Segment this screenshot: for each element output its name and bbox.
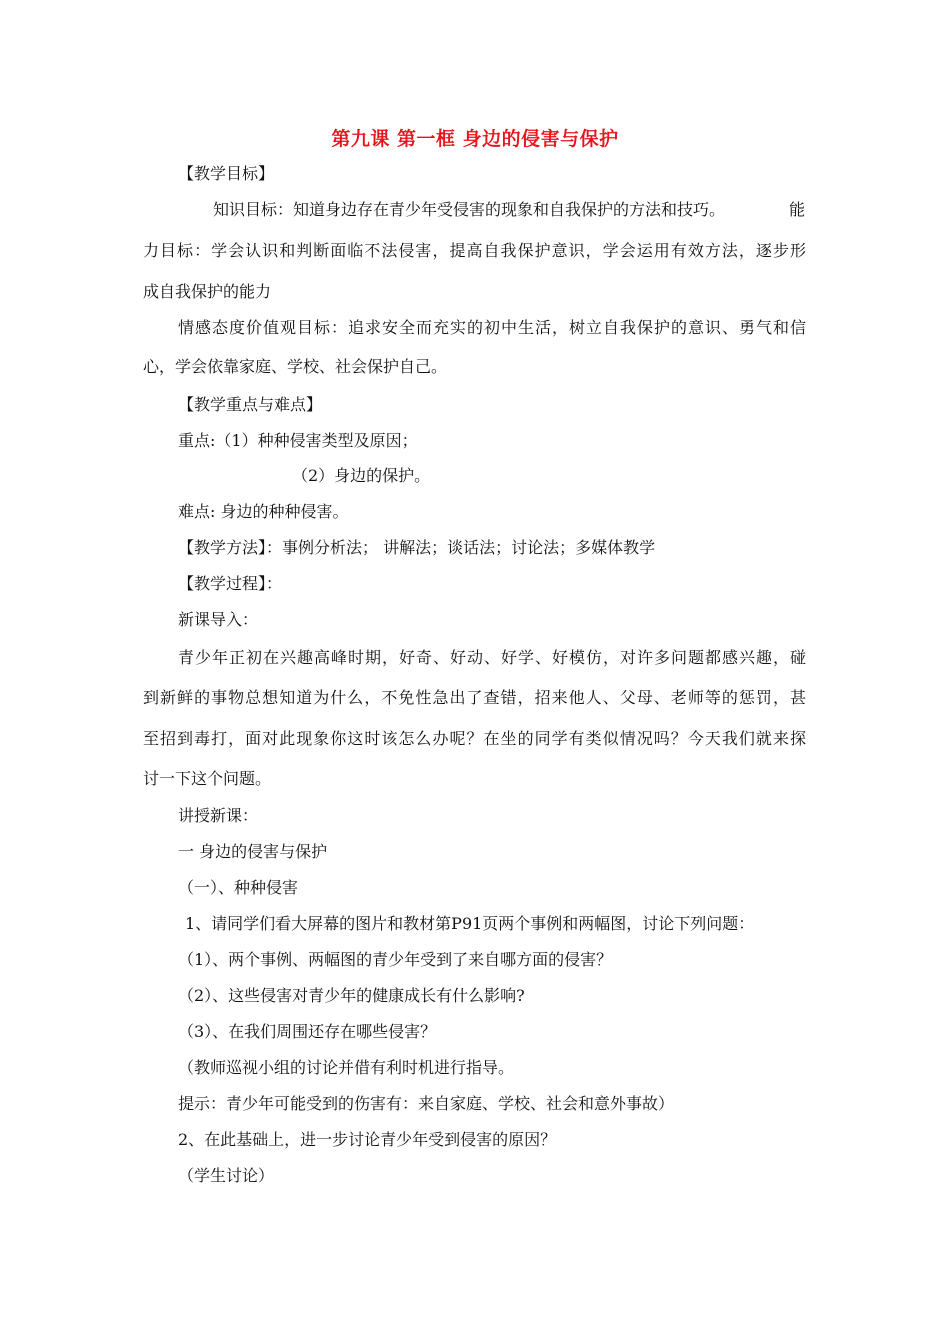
paragraph-line: （2）、这些侵害对青少年的健康成长有什么影响? (178, 986, 525, 1005)
paragraph-line: 重点:（1）种种侵害类型及原因； (178, 431, 418, 450)
paragraph-line: 青少年正初在兴趣高峰时期，好奇、好动、好学、好模仿，对许多问题都感兴趣，碰 (178, 648, 806, 667)
paragraph-line: 讲授新课： (178, 806, 259, 825)
paragraph-line: 情感态度价值观目标：追求安全而充实的初中生活，树立自我保护的意识、勇气和信 (178, 318, 806, 337)
paragraph-line: 提示：青少年可能受到的伤害有：来自家庭、学校、社会和意外事故） (178, 1094, 675, 1113)
paragraph-line: 讨一下这个问题。 (143, 769, 272, 788)
paragraph-line: 一 身边的侵害与保护 (178, 842, 328, 861)
section-heading-objectives: 【教学目标】 (178, 164, 275, 183)
paragraph-line: （教师巡视小组的讨论并借有利时机进行指导。 (178, 1058, 515, 1077)
paragraph-line: 至招到毒打，面对此现象你这时该怎么办呢？在坐的同学有类似情况吗？今天我们就来探 (143, 729, 806, 748)
paragraph-line: 1、请同学们看大屏幕的图片和教材第P91页两个事例和两幅图，讨论下列问题： (185, 914, 755, 933)
paragraph-line: （3）、在我们周围还存在哪些侵害？ (178, 1022, 437, 1041)
paragraph-line: （一）、种种侵害 (178, 878, 299, 897)
paragraph-line: 到新鲜的事物总想知道为什么，不免性急出了查错，招来他人、父母、老师等的惩罚，甚 (143, 688, 806, 707)
section-heading-key-points: 【教学重点与难点】 (178, 395, 323, 414)
paragraph-line: （1）、两个事例、两幅图的青少年受到了来自哪方面的侵害？ (178, 950, 613, 969)
paragraph-line: 新课导入： (178, 610, 259, 629)
paragraph-line: 2、在此基础上，进一步讨论青少年受到侵害的原因？ (178, 1130, 557, 1149)
paragraph-line: （学生讨论） (178, 1166, 275, 1185)
document-title: 第九课 第一框 身边的侵害与保护 (331, 128, 619, 150)
paragraph-line: 力目标：学会认识和判断面临不法侵害，提高自我保护意识，学会运用有效方法，逐步形 (143, 241, 806, 260)
paragraph-line: 心，学会依靠家庭、学校、社会保护自己。 (143, 357, 448, 376)
paragraph-line: 能 (789, 200, 806, 219)
paragraph-line: 成自我保护的能力 (143, 282, 272, 301)
paragraph-line: （2）身边的保护。 (292, 466, 431, 485)
paragraph-line: 难点: 身边的种种侵害。 (178, 502, 349, 521)
section-heading-process: 【教学过程】： (178, 574, 283, 593)
section-heading-methods: 【教学方法】：事例分析法； 讲解法；谈话法；讨论法；多媒体教学 (178, 538, 656, 557)
paragraph-line: 知识目标：知道身边存在青少年受侵害的现象和自我保护的方法和技巧。 (213, 200, 726, 219)
